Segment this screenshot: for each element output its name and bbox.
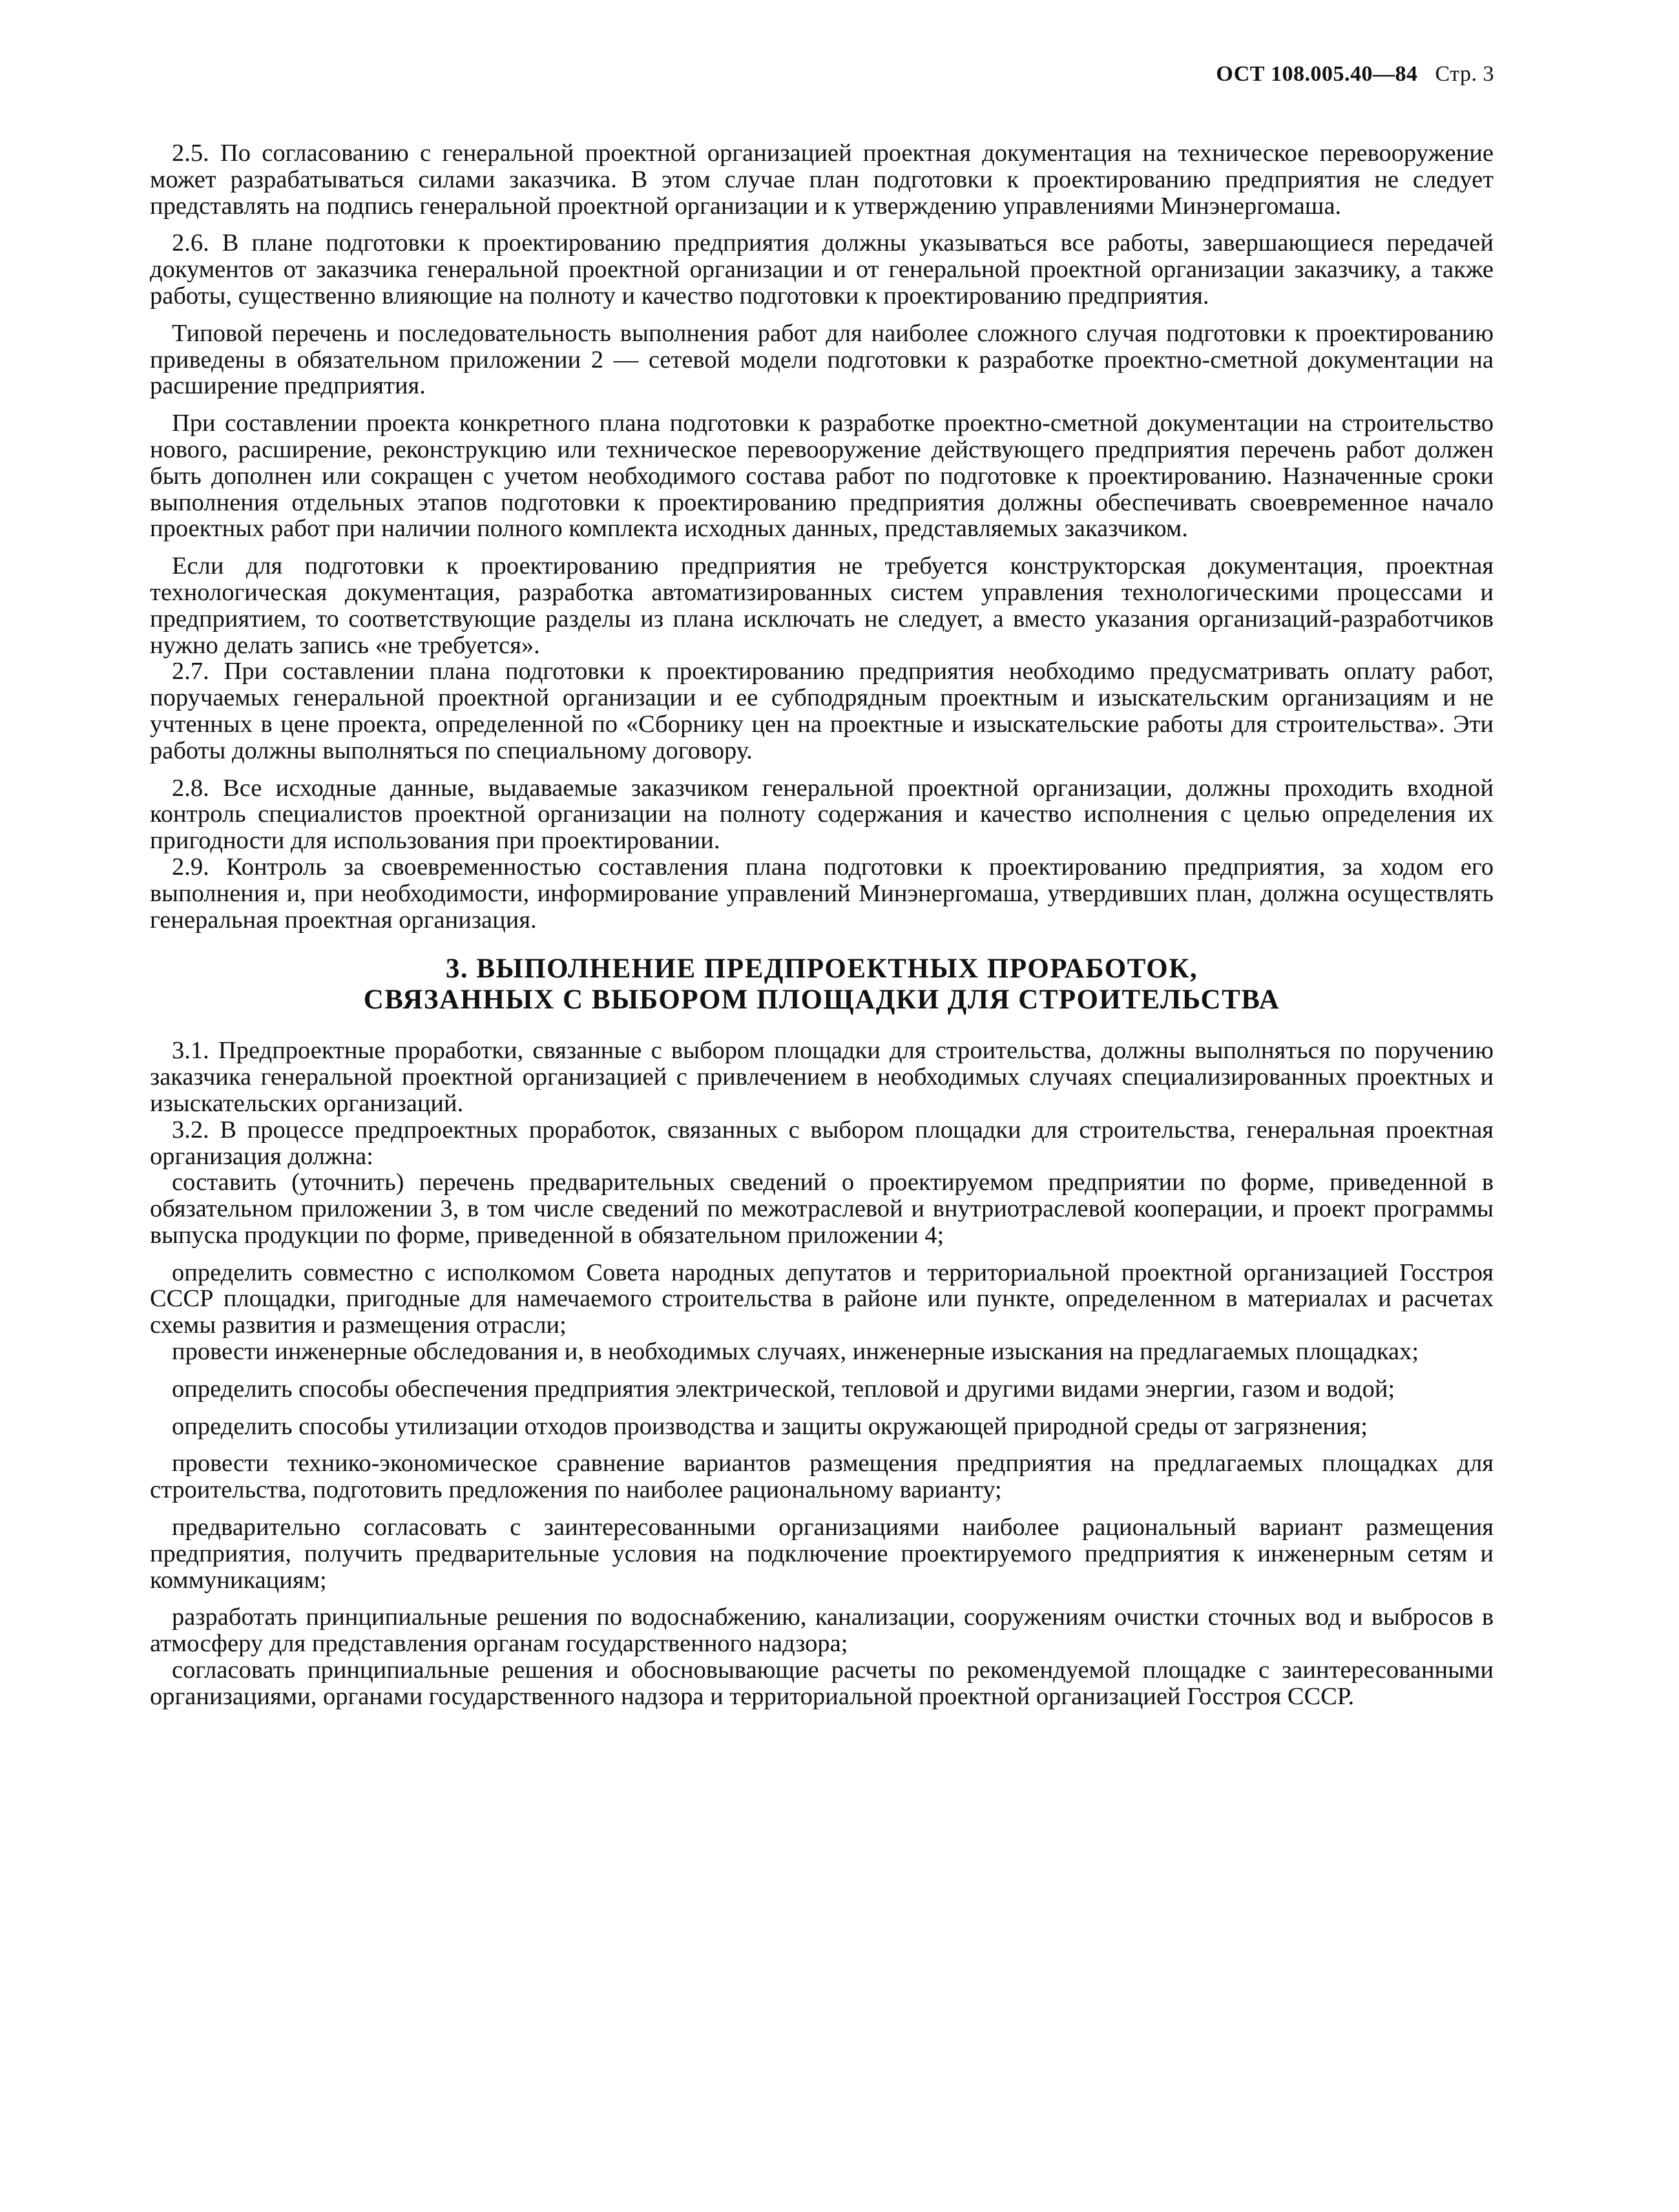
- list-item: провести технико-экономическое сравнение вариантов размещения предприятия на предлагаемых площадках для строительства, подготовить предложения по наиболее рациональному варианту;: [150, 1450, 1494, 1504]
- document-code: ОСТ 108.005.40—84: [1216, 62, 1418, 86]
- list-item: провести инженерные обследования и, в необходимых случаях, инженерные изыскания на предлагаемых площадках;: [172, 1338, 1419, 1366]
- list-item: разработать принципиальные решения по водоснабжению, канализации, сооружениям очистки сточных вод и выбросов в атмосферу для представления органам государственного надзора;: [150, 1603, 1494, 1658]
- document-body: [150, 129, 1494, 1710]
- section-title-line-1: 3. ВЫПОЛНЕНИЕ ПРЕДПРОЕКТНЫХ ПРОРАБОТОК,: [445, 954, 1198, 985]
- paragraph-2-8: 2.8. Все исходные данные, выдаваемые заказчиком генеральной проектной организации, должны проходить входной контроль специалистов проектной организации на полноту содержания и качество исполнения с целью определения их пригодности для использования при проектировании.: [150, 774, 1494, 855]
- list-item: определить совместно с исполкомом Совета народных депутатов и территориальной проектной организацией Госстроя СССР площадки, пригодные для намечаемого строительства в районе или пункте, определенном в материалах и расчетах схемы развития и размещения отрасли;: [150, 1258, 1494, 1339]
- list-item: предварительно согласовать с заинтересованными организациями наиболее рациональный вариант размещения предприятия, получить предварительные условия на подключение проектируемого предприятия к инженерным сетям и коммуникациям;: [150, 1514, 1494, 1594]
- section-3-title: [150, 954, 1494, 1016]
- paragraph-3-2: 3.2. В процессе предпроектных проработок, связанных с выбором площадки для строительства, генеральная проектная организация должна:: [150, 1116, 1494, 1170]
- page-header: [1216, 62, 1494, 87]
- paragraph-2-7: 2.7. При составлении плана подготовки к проектированию предприятия необходимо предусматривать оплату работ, поручаемых генеральной проектной организации и ее субподрядным проектным и изыскательским организациям и не учтенных в цене проекта, определенной по «Сборнику цен на проектные и изыскательские работы для строительства». Эти работы должны выполняться по специальному договору.: [150, 658, 1494, 764]
- list-item: определить способы обеспечения предприятия электрической, тепловой и другими видами энергии, газом и водой;: [172, 1375, 1395, 1403]
- list-item: составить (уточнить) перечень предварительных сведений о проектируемом предприятии по форме, приведенной в обязательном приложении 3, в том числе сведений по межотраслевой и внутриотраслевой кооперации, и проект программы выпуска продукции по форме, приведенной в обязательном приложении 4;: [150, 1169, 1494, 1249]
- list-item: согласовать принципиальные решения и обосновывающие расчеты по рекомендуемой площадке с заинтересованными организациями, органами государственного надзора и территориальной проектной организацией Госстроя СССР.: [150, 1656, 1494, 1710]
- paragraph-2-9: 2.9. Контроль за своевременностью составления плана подготовки к проектированию предприятия, за ходом его выполнения и, при необходимости, информирование управлений Минэнергомаша, утвердивших план, должна осуществлять генеральная проектная организация.: [150, 853, 1494, 934]
- paragraph-not-required: Если для подготовки к проектированию предприятия не требуется конструкторская документация, проектная технологическая документация, разработка автоматизированных систем управления технологическими процессами и предприятием, то соответствующие разделы из плана исключать не следует, а вместо указания организаций-разработчиков нужно делать запись «не требуется».: [150, 552, 1494, 659]
- section-title-line-2: СВЯЗАННЫХ С ВЫБОРОМ ПЛОЩАДКИ ДЛЯ СТРОИТЕЛЬСТВА: [363, 985, 1280, 1016]
- list-item: определить способы утилизации отходов производства и защиты окружающей природной среды от загрязнения;: [172, 1412, 1368, 1440]
- paragraph-typical-list: Типовой перечень и последовательность выполнения работ для наиболее сложного случая подготовки к проектированию приведены в обязательном приложении 2 — сетевой модели подготовки к разработке проектно-сметной документации на расширение предприятия.: [150, 319, 1494, 400]
- paragraph-3-1: 3.1. Предпроектные проработки, связанные с выбором площадки для строительства, должны выполняться по поручению заказчика генеральной проектной организацией с привлечением в необходимых случаях специализированных проектных и изыскательских организаций.: [150, 1037, 1494, 1117]
- paragraph-plan-composition: При составлении проекта конкретного плана подготовки к разработке проектно-сметной документации на строительство нового, расширение, реконструкцию или техническое перевооружение действующего предприятия перечень работ должен быть дополнен или сокращен с учетом необходимого состава работ по подготовке к проектированию. Назначенные сроки выполнения отдельных этапов подготовки к проектированию предприятия должны обеспечивать своевременное начало проектных работ при наличии полного комплекта исходных данных, представляемых заказчиком.: [150, 410, 1494, 543]
- paragraph-2-6: 2.6. В плане подготовки к проектированию предприятия должны указываться все работы, завершающиеся передачей документов от заказчика генеральной проектной организации и от генеральной проектной организации заказчику, а также работы, существенно влияющие на полноту и качество подготовки к проектированию предприятия.: [150, 229, 1494, 309]
- page-number: Стр. 3: [1435, 62, 1494, 86]
- paragraph-2-5: 2.5. По согласованию с генеральной проектной организацией проектная документация на техническое перевооружение может разрабатываться силами заказчика. В этом случае план подготовки к проектированию предприятия не следует представлять на подпись генеральной проектной организации и к утверждению управлениями Минэнергомаша.: [150, 140, 1494, 220]
